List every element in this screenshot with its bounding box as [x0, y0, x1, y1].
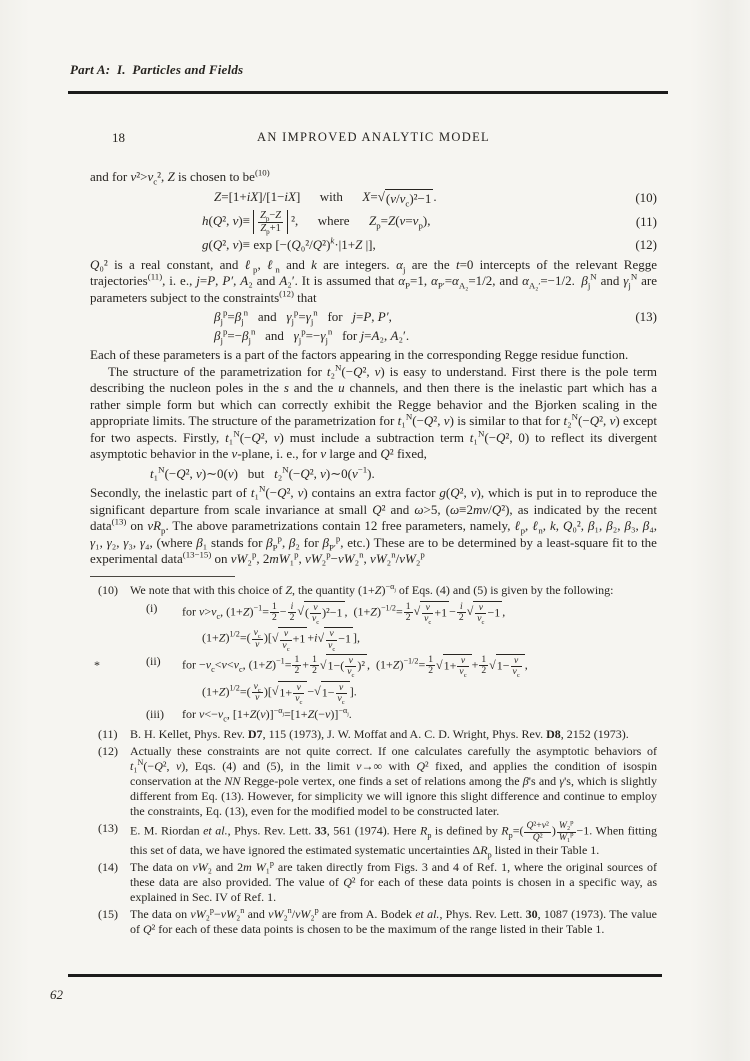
item-iii-label: (iii): [146, 707, 164, 722]
footnote-12: [90, 744, 657, 819]
paragraph-structure: The structure of the parametrization for t₂$^N$(−Q², ν) is easy to understand. First there is the pole term describing the nucleon poles in the s and the u channels, and then there is the inelastic part which has a rather simple form but which can correctly exhibit the Regge behavior and the Bjorken scaling in the appropriate limits. The structure of the parametrization for t₁$^N$(−Q², ν) is similar to that for t₂$^N$(−Q², ν) except for two aspects. Firstly, t₁$^N$(−Q², ν) must include a subtraction term t₁$^N$(−Q², 0) to reflect its divergent asymptotic behavior in the ν-plane, i. e., for ν large and Q² fixed,: [90, 362, 658, 461]
footnote-15: [90, 907, 657, 937]
footnotes: [90, 583, 657, 938]
footnote-10-item-iii: [146, 707, 657, 722]
top-rule: [68, 91, 668, 94]
footnote-10: [90, 583, 657, 726]
equation-13-line1: $\beta_j^p=\beta_j^n$ and $\gamma_j^p=\gamma_j^n$ for j=P, P′,: [214, 307, 392, 327]
item-ii-cont-math: $(1+Z)^{1/2}=$( $\frac{\nu_c}{\nu}$ )[√1+ $\frac{\nu}{\nu_c}$ −√1− $\frac{\nu}{\nu_c}$ ].: [202, 680, 357, 706]
footnote-10-text: We note that with this choice of Z, the quantity $(1+Z)^{-\alpha_j}$ of Eqs. (4) and (5) is given by the following:: [130, 581, 614, 597]
footnote-13-text: E. M. Riordan et al., Phys. Rev. Lett. 33, 561 (1974). Here $R_p$ is defined by $R_p=$( $\frac{\text{Q²+ν²}}{\text{Q²}}$ ) $\frac{W_2^p}{W_1^p}$ −1. When fitting this set of data, we have ignored the estimated systematic uncertainties $\Delta R_p$ listed in their Table 1.: [130, 819, 657, 860]
footnote-14: [90, 860, 657, 905]
footnote-12-label: (12): [98, 744, 118, 759]
equation-12-number: (12): [635, 237, 657, 252]
footnote-10-item-ii-cont: [146, 681, 657, 705]
display-asymptotic-equation: t₁$^N$(−Q², ν)∼0(ν) but t₂$^N$(−Q², $\nu)\sim 0(\nu^{-1})$.: [150, 464, 375, 481]
intro-line: and for $\nu^2>\nu_c^2$, Z is chosen to $be^{(10)}$: [90, 167, 270, 187]
equation-row-11: [90, 210, 657, 234]
item-iii-math: for $\nu<-\nu_c$, $[1+Z(\nu)]^{-\alpha_j}=[1+Z(-\nu)]^{-\alpha_j}$.: [182, 706, 352, 724]
paragraph-constants: Q₀² is a real constant, and ℓ$_p$, ℓ$_n$ and k are integers. $\alpha_j$ are the t=0 intercepts of the relevant Regge trajectories$^{(11)}$, i. e., j=P, P′, A₂ and A₂′. It is assumed that $\alpha_P=1$, $\alpha_{P'}=\alpha_{A_2}=1/2$, and $\alpha_{A_2'}=-1/2$. $\beta_j^N$ and $\gamma_j^N$ are parameters subject to the constraints$^{(12)}$ that: [90, 256, 657, 305]
margin-asterisk: *: [94, 657, 100, 672]
footnote-10-item-ii: [94, 653, 657, 680]
equation-10-number: (10): [635, 189, 657, 205]
footnote-15-label: (15): [98, 907, 118, 922]
footnote-11-text: B. H. Kellet, Phys. Rev. D7, 115 (1973), J. W. Moffat and A. C. D. Wright, Phys. Rev. D8, 2152 (1973).: [130, 727, 629, 742]
item-ii-label: (ii): [146, 653, 161, 668]
equation-13-number: (13): [635, 309, 657, 324]
equation-11-body: h(Q², ν)≡ $\frac{Z_p-Z}{Z_p+1}$ ², where $Z_p=Z(\nu=\nu_p)$,: [202, 210, 431, 236]
item-i-math: for $\nu>\nu_c$, $(1+Z)^{-1}=$ $\frac{1}{2}$ − $\frac{i}{2}$ √( $\frac{\nu}{\nu_c}$ )²−1 , $(1+Z)^{-1/2}=$ $\frac{1}{2}$ √ $\frac{\nu}{\nu_c}$ +1 − $\frac{i}{2}$ √ $\frac{\nu}{\nu_c}$ −1 ,: [182, 600, 506, 626]
equation-11-number: (11): [635, 213, 657, 229]
footnote-12-text: Actually these constraints are not quite correct. If one calculates carefully the asymptotic behaviors of t₁$^N$(−Q², ν), Eqs. (4) and (5), in the limit ν→∞ with Q² fixed, and applies the condition of isospin conservation at the NN Regge-pole vertex, one finds a set of relations among the β's and γ's, which is slightly different from Eq. (13). However, for simplicity we will ignore this slight difference and continue to employ the constraints, Eq. (13), even for the modified model to be constructed later.: [130, 744, 658, 819]
equation-13-line2: $\beta_j^p=-\beta_j^n$ and $\gamma_j^p=-\gamma_j^n$ for j=A₂, A₂′.: [214, 326, 410, 346]
equation-row-13: [90, 309, 657, 344]
equation-10-body: Z=[1+iX]/[1−iX] with $X=√(\nu/\nu_c)^2-1$ .: [214, 188, 437, 209]
article-body: [90, 169, 657, 937]
equation-12-body: g(Q², $\nu)\equiv \exp [-(Q_0^2/Q^2)^k\cdot|1+Z$ |],: [202, 235, 376, 252]
footnote-10-item-i-cont: [146, 627, 657, 651]
footnote-10-label: (10): [98, 582, 118, 597]
footnote-10-item-i: [146, 601, 657, 625]
footnote-separator: [90, 576, 235, 577]
running-head: Part A: I. Particles and Fields: [70, 62, 244, 77]
article-title: AN IMPROVED ANALYTIC MODEL: [257, 130, 490, 144]
footnote-13: [90, 821, 657, 858]
equation-row-10: [90, 189, 657, 208]
footnote-11-label: (11): [98, 727, 118, 742]
paragraph-each-parameter: Each of these parameters is a part of the factors appearing in the corresponding Regge residue function.: [90, 347, 629, 362]
footnote-11: [90, 727, 657, 742]
item-i-label: (i): [146, 600, 158, 615]
bottom-rule: [68, 974, 662, 977]
equation-row-12: [90, 237, 657, 254]
book-page-number: 62: [50, 987, 63, 1002]
chapter-page-number: 18: [112, 130, 125, 145]
paragraph-secondly: Secondly, the inelastic part of t₁$^N$(−Q², ν) contains an extra factor g(Q², ν), which is put in to reproduce the significant departure from scale invariance at small Q² and ω>5, (ω≡2mν/Q²), as indicated by the recent data$^{(13)}$ on $\nu R_p$. The above parametrizations contain 12 free parameters, namely, ℓ$_p$, ℓ$_n$, k, Q₀², β₁, β₂, β₃, β₄, γ₁, γ₂, γ₃, γ₄, (where β₁ stands for $\beta_P^p$, β₂ for $\beta_{P'}^p$, etc.) These are to be determined by a least-square fit to the experimental data$^{(13-15)}$ on νW₂$^p$, 2mW₁$^p$, νW₂$^p$−νW₂$^n$, νW₂$^n$/νW₂$^p$: [90, 483, 658, 566]
item-i-cont-math: $(1+Z)^{1/2}=$( $\frac{\nu_c}{\nu}$ )[√ $\frac{\nu}{\nu_c}$ +1 +i√ $\frac{\nu}{\nu_c}$ −1 ],: [202, 627, 361, 653]
item-ii-math: for $-\nu_c<\nu<\nu_c$, $(1+Z)^{-1}=$ $\frac{1}{2}$ + $\frac{1}{2}$ √1−( $\frac{\nu}{\nu_c}$ )² , $(1+Z)^{-1/2}=$ $\frac{1}{2}$ √1+ $\frac{\nu}{\nu_c}$ + $\frac{1}{2}$ √1− $\frac{\nu}{\nu_c}$ ,: [182, 653, 528, 680]
footnote-14-label: (14): [98, 860, 118, 875]
footnote-15-text: The data on νW₂$^p$−νW₂$^n$ and νW₂$^n$/νW₂$^p$ are from A. Bodek et al., Phys. Rev. Lett. 30, 1087 (1973). The value of Q² for each of these data points is chosen to be the maximum of the range listed in their Table 1.: [130, 906, 658, 937]
footnote-14-text: The data on νW₂ and 2m W₁$^p$ are taken directly from Figs. 3 and 4 of Ref. 1, where the original sources of these data are also provided. The value of Q² for each of these data points is chosen in a specific way, as explained in Sec. IV of Ref. 1.: [130, 859, 657, 905]
footnote-13-label: (13): [98, 821, 118, 836]
